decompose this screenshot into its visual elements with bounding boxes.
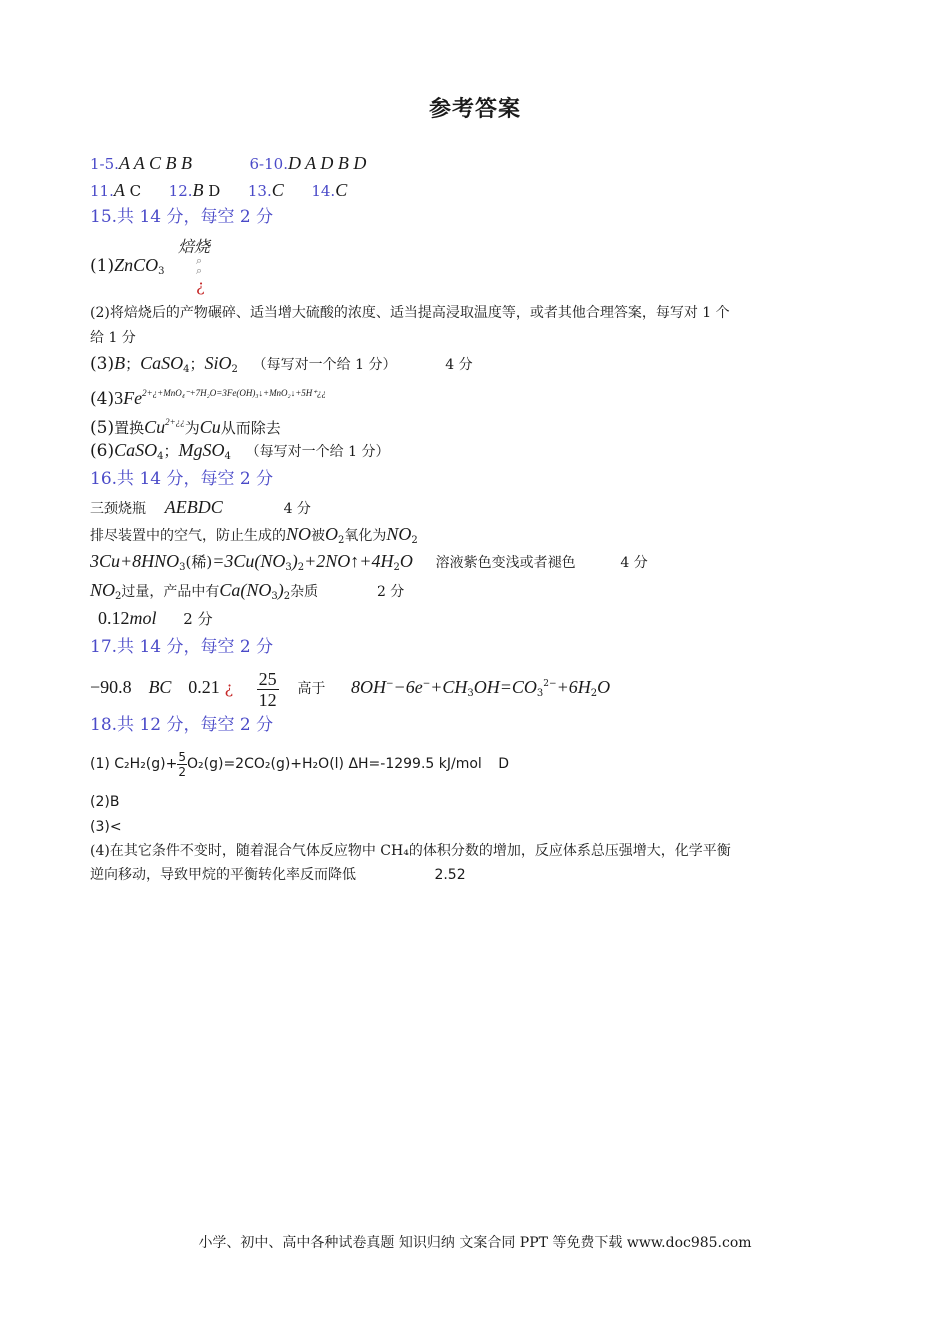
q17-answers: −90.8 BC 0.21 ¿ $\frac{25}{12}$ 高于 $8OH^--6e^-+CH_3OH=CO_3^{2-}+6H_2O$ [90,668,611,710]
q15-part-3: (3)B；CaSO$_4$；SiO$_2$ （每写对一个给 1 分） 4 分 [90,353,473,375]
mc-label-11: 11. [90,182,114,200]
q15-part-5: (5)置换$Cu^{2+¿¿}$为Cu从而除去 [90,417,281,438]
mc-answer-11-it: A [113,180,125,200]
mc-label-1-5: 1-5. [90,155,119,173]
q16-header: 16.共 14 分，每空 2 分 [90,469,274,489]
q18-header: 18.共 12 分，每空 2 分 [90,715,274,735]
q15-roast-symbol: ⌕ ⌕ [196,254,203,277]
mc-label-14: 14. [311,182,336,200]
q15-roast-garbled: ¿ [196,276,205,295]
q18-part-4-line-2: 逆向移动，导致甲烷的平衡转化率反而降低 2.52 [90,867,466,883]
mc-answer-13: C [271,180,284,200]
q15-part-6: (6)CaSO$_4$；MgSO$_4$ （每写对一个给 1 分） [90,440,390,462]
footer-ad: 小学、初中、高中各种试卷真题 知识归纳 文案合同 PPT 等免费下载 www.doc985.com [198,1235,752,1251]
q18-part-1: (1) C₂H₂(g)+ $\frac{5}{2}$ O₂(g)=2CO₂(g)+H₂O(l) ΔH=-1299.5 kJ/mol D [90,749,510,779]
q15-part-2-line-2: 给 1 分 [90,330,136,346]
q16-line-3: $3Cu+8HNO_3$(稀)$=3Cu(NO_3)_2+2NO↑+4H_2O$ 溶液紫色变浅或者褪色 4 分 [90,551,648,573]
mc-answers-6-10: D A D B D [287,153,367,173]
q15-header: 15.共 14 分，每空 2 分 [90,207,274,227]
mc-answer-12: D [203,182,221,200]
q18-part-3: (3)< [90,819,122,835]
q15-roast-label: 焙烧 [178,237,211,256]
mc-answer-14: C [335,180,348,200]
q16-line-2: 排尽装置中的空气，防止生成的NO被$O_2$氧化为$NO_2$ [90,524,418,546]
mc-label-12: 12. [168,182,193,200]
q18-part-4-line-1: (4)在其它条件不变时，随着混合气体反应物中 CH₄的体积分数的增加，反应体系总压强增大，化学平衡 [90,843,731,859]
q18-fraction: $\frac{5}{2}$ [178,749,186,779]
q15-part-1: (1)ZnCO$_3$ [90,255,165,277]
q16-line-4: $NO_2$过量，产品中有$Ca(NO_3)_2$杂质 2 分 [90,580,405,602]
page-title: 参考答案 [428,97,521,122]
mc-answer-12-it: B [192,180,204,200]
q17-header: 17.共 14 分，每空 2 分 [90,637,274,657]
mc-answers-1-5: A A C B B [118,153,192,173]
mc-row-2 [90,180,347,201]
mc-label-6-10: 6-10. [249,155,288,173]
mc-row-1 [90,153,366,174]
mc-label-13: 13. [247,182,272,200]
q18-part-2: (2)B [90,794,120,810]
q17-fraction: $\frac{25}{12}$ [258,668,277,710]
q15-part-4: $(4)3Fe^{2+¿+MnO_4^-+7H_2O=3Fe(OH)_3↓+MnO_2↓+5H^+¿¿}$ [90,388,327,409]
q16-line-5: 0.12mol 2 分 [98,608,213,628]
q16-line-1: 三颈烧瓶 AEBDC 4 分 [90,497,311,517]
q15-part-2-line-1: (2)将焙烧后的产物碾碎、适当增大硫酸的浓度、适当提高浸取温度等，或者其他合理答案，每写对 1 个 [90,305,730,321]
mc-answer-11: C [124,182,142,200]
